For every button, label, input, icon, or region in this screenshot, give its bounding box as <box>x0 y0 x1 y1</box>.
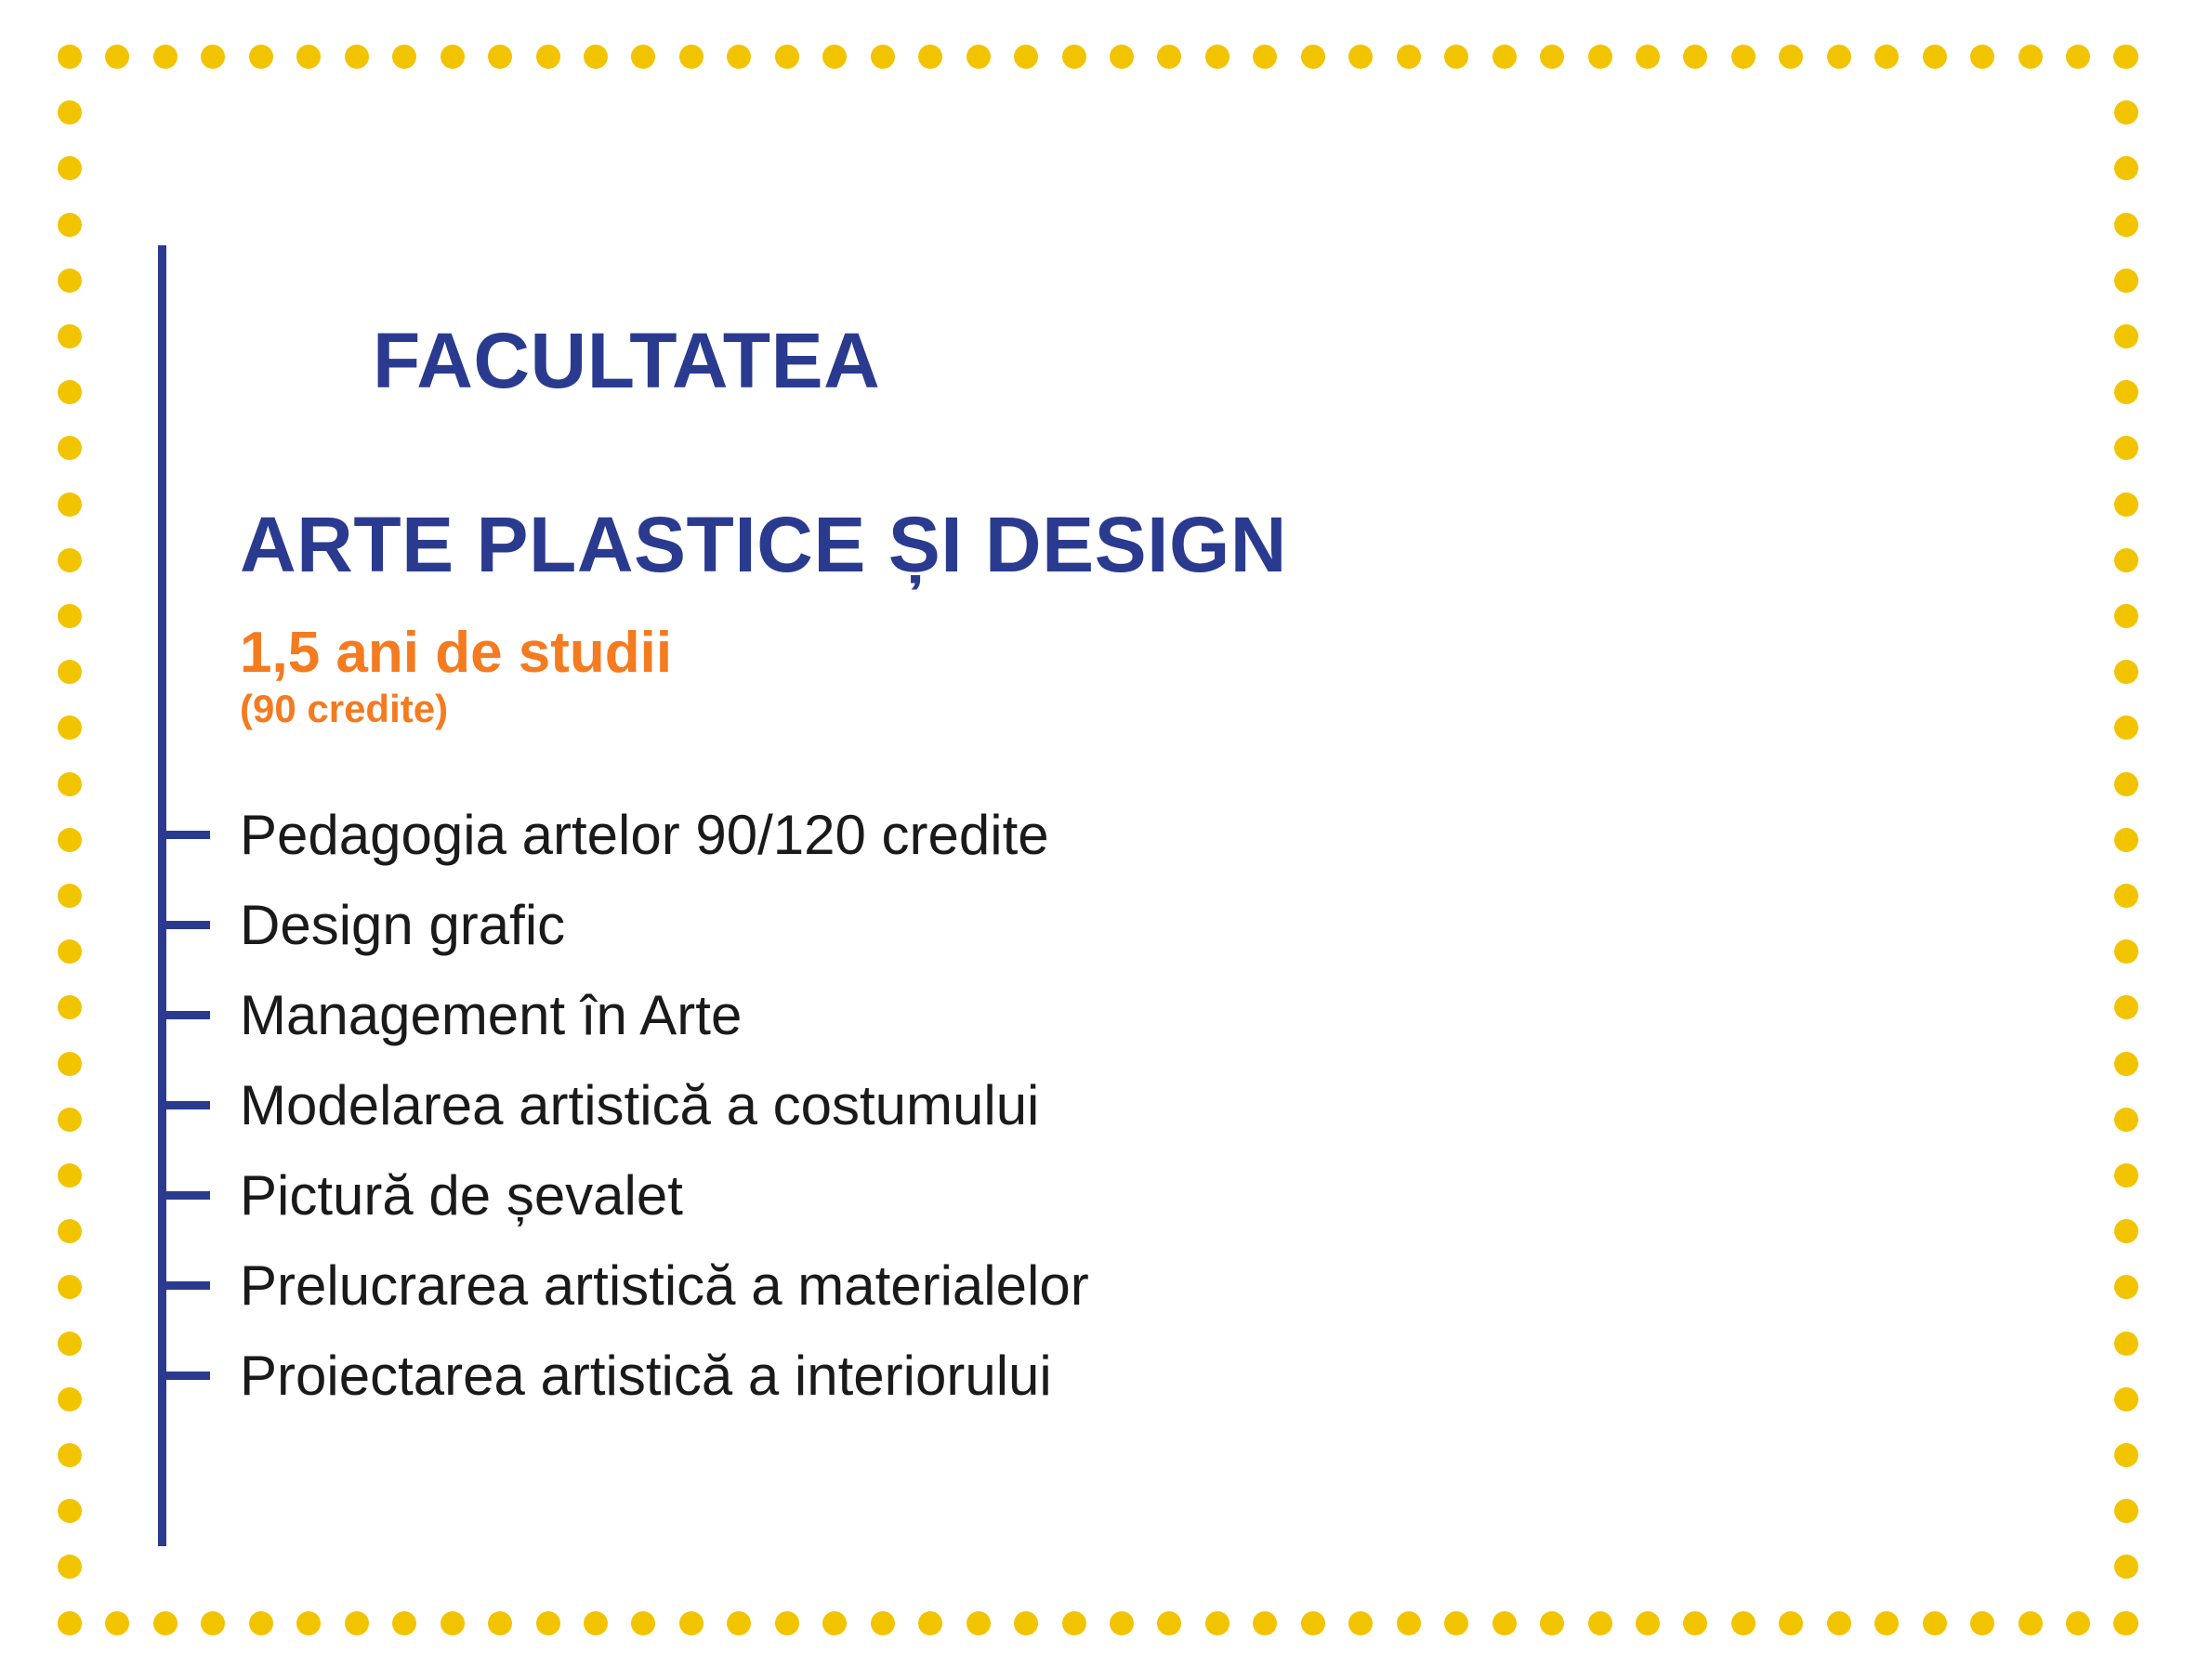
border-dot <box>1683 1611 1707 1635</box>
border-dot <box>822 1611 847 1635</box>
border-dot <box>58 380 82 404</box>
border-dot <box>58 1163 82 1188</box>
border-dot <box>631 45 655 69</box>
border-dot <box>488 45 512 69</box>
program-label: Pictură de șevalet <box>240 1163 683 1227</box>
border-dot <box>249 1611 273 1635</box>
border-dot <box>345 1611 369 1635</box>
border-dot <box>1110 45 1134 69</box>
dash-icon <box>158 921 210 929</box>
border-dot <box>1923 45 1947 69</box>
border-dot <box>1636 45 1660 69</box>
border-dot <box>1014 1611 1038 1635</box>
border-dot <box>2114 436 2138 460</box>
border-dot <box>1348 45 1373 69</box>
list-item <box>158 970 2047 1060</box>
border-dot <box>58 995 82 1019</box>
border-dot <box>58 884 82 908</box>
border-dot <box>536 45 560 69</box>
list-item <box>158 880 2047 970</box>
border-dot <box>2114 1611 2138 1635</box>
border-dot <box>1397 45 1421 69</box>
dash-icon <box>158 1191 210 1200</box>
dash-icon <box>158 1011 210 1019</box>
list-item <box>158 1060 2047 1150</box>
border-dot <box>392 1611 416 1635</box>
border-dot <box>296 1611 321 1635</box>
border-dot <box>58 828 82 852</box>
border-dot <box>1779 45 1803 69</box>
border-dot <box>201 1611 225 1635</box>
dash-icon <box>158 1372 210 1380</box>
border-dot <box>441 45 465 69</box>
border-dot <box>2114 884 2138 908</box>
slide-content <box>158 223 2047 1568</box>
border-dot <box>1970 45 1994 69</box>
border-dot <box>918 45 942 69</box>
border-dot <box>2114 213 2138 237</box>
border-dot <box>2114 324 2138 348</box>
border-dot <box>2114 1387 2138 1411</box>
border-dot <box>1205 45 1229 69</box>
dotted-border-top <box>58 45 2138 69</box>
border-dot <box>153 1611 178 1635</box>
program-label: Prelucrarea artistică a materialelor <box>240 1253 1089 1317</box>
border-dot <box>2066 1611 2090 1635</box>
border-dot <box>1731 45 1755 69</box>
border-dot <box>441 1611 465 1635</box>
border-dot <box>2114 995 2138 1019</box>
border-dot <box>1731 1611 1755 1635</box>
program-label: Pedagogia artelor 90/120 credite <box>240 803 1049 866</box>
border-dot <box>1636 1611 1660 1635</box>
border-dot <box>2114 1108 2138 1132</box>
border-dot <box>727 45 751 69</box>
border-dot <box>488 1611 512 1635</box>
faculty-title-line2: ARTE PLASTICE ȘI DESIGN <box>240 501 1287 589</box>
program-list <box>158 790 2047 1421</box>
border-dot <box>1827 1611 1851 1635</box>
border-dot <box>2114 1052 2138 1076</box>
border-dot <box>2114 1499 2138 1523</box>
border-dot <box>2114 492 2138 517</box>
dash-icon <box>158 1101 210 1109</box>
border-dot <box>2018 1611 2043 1635</box>
border-dot <box>1588 1611 1612 1635</box>
border-dot <box>58 660 82 684</box>
border-dot <box>58 1108 82 1132</box>
border-dot <box>2114 156 2138 180</box>
border-dot <box>58 1052 82 1076</box>
border-dot <box>58 1219 82 1243</box>
border-dot <box>1874 45 1899 69</box>
border-dot <box>2114 1332 2138 1356</box>
border-dot <box>58 156 82 180</box>
border-dot <box>2114 715 2138 740</box>
border-dot <box>1540 45 1564 69</box>
border-dot <box>2114 380 2138 404</box>
border-dot <box>153 45 178 69</box>
list-item <box>158 1331 2047 1421</box>
border-dot <box>1492 45 1517 69</box>
border-dot <box>775 45 799 69</box>
study-credits: (90 credite) <box>240 687 449 730</box>
border-dot <box>871 1611 895 1635</box>
border-dot <box>2114 1163 2138 1188</box>
border-dot <box>58 492 82 517</box>
dotted-border-left <box>58 45 82 1635</box>
border-dot <box>1110 1611 1134 1635</box>
border-dot <box>2114 1275 2138 1299</box>
border-dot <box>58 1332 82 1356</box>
dotted-border-bottom <box>58 1611 2138 1635</box>
program-label: Proiectarea artistică a interiorului <box>240 1344 1052 1407</box>
dash-icon <box>158 831 210 839</box>
border-dot <box>392 45 416 69</box>
border-dot <box>201 45 225 69</box>
border-dot <box>1444 1611 1468 1635</box>
border-dot <box>2114 772 2138 796</box>
border-dot <box>105 1611 129 1635</box>
border-dot <box>58 269 82 293</box>
border-dot <box>2114 1443 2138 1467</box>
border-dot <box>2114 548 2138 572</box>
border-dot <box>1062 1611 1086 1635</box>
border-dot <box>58 1387 82 1411</box>
list-item <box>158 1240 2047 1331</box>
border-dot <box>105 45 129 69</box>
border-dot <box>58 939 82 964</box>
list-item <box>158 790 2047 880</box>
border-dot <box>2114 45 2138 69</box>
border-dot <box>1157 45 1181 69</box>
border-dot <box>871 45 895 69</box>
border-dot <box>58 715 82 740</box>
border-dot <box>58 548 82 572</box>
dash-icon <box>158 1281 210 1290</box>
border-dot <box>58 45 82 69</box>
border-dot <box>1827 45 1851 69</box>
border-dot <box>2114 604 2138 628</box>
program-label: Modelarea artistică a costumului <box>240 1073 1040 1136</box>
faculty-title-line1: FACULTATEA <box>373 317 881 405</box>
border-dot <box>967 1611 991 1635</box>
border-dot <box>679 1611 704 1635</box>
dotted-border-right <box>2114 45 2138 1635</box>
border-dot <box>1444 45 1468 69</box>
list-item <box>158 1150 2047 1240</box>
border-dot <box>296 45 321 69</box>
border-dot <box>1970 1611 1994 1635</box>
border-dot <box>2114 1555 2138 1579</box>
border-dot <box>631 1611 655 1635</box>
border-dot <box>58 436 82 460</box>
border-dot <box>1397 1611 1421 1635</box>
border-dot <box>918 1611 942 1635</box>
border-dot <box>2114 269 2138 293</box>
border-dot <box>58 772 82 796</box>
border-dot <box>2114 100 2138 125</box>
border-dot <box>58 1499 82 1523</box>
border-dot <box>536 1611 560 1635</box>
border-dot <box>345 45 369 69</box>
border-dot <box>58 100 82 125</box>
study-duration: 1,5 ani de studii <box>240 621 673 685</box>
border-dot <box>1014 45 1038 69</box>
border-dot <box>1540 1611 1564 1635</box>
border-dot <box>1492 1611 1517 1635</box>
program-label: Management în Arte <box>240 983 743 1046</box>
border-dot <box>58 213 82 237</box>
border-dot <box>58 1611 82 1635</box>
border-dot <box>58 1275 82 1299</box>
border-dot <box>775 1611 799 1635</box>
border-dot <box>2114 1219 2138 1243</box>
border-dot <box>967 45 991 69</box>
border-dot <box>2114 660 2138 684</box>
border-dot <box>1253 1611 1277 1635</box>
border-dot <box>58 1555 82 1579</box>
border-dot <box>584 1611 608 1635</box>
border-dot <box>1301 1611 1325 1635</box>
border-dot <box>1588 45 1612 69</box>
border-dot <box>1874 1611 1899 1635</box>
border-dot <box>1301 45 1325 69</box>
border-dot <box>58 324 82 348</box>
border-dot <box>727 1611 751 1635</box>
border-dot <box>1348 1611 1373 1635</box>
border-dot <box>58 1443 82 1467</box>
border-dot <box>58 604 82 628</box>
border-dot <box>1253 45 1277 69</box>
border-dot <box>1062 45 1086 69</box>
border-dot <box>1205 1611 1229 1635</box>
border-dot <box>1779 1611 1803 1635</box>
border-dot <box>1157 1611 1181 1635</box>
border-dot <box>1923 1611 1947 1635</box>
border-dot <box>2066 45 2090 69</box>
program-label: Design grafic <box>240 893 566 956</box>
border-dot <box>679 45 704 69</box>
border-dot <box>584 45 608 69</box>
border-dot <box>249 45 273 69</box>
border-dot <box>822 45 847 69</box>
border-dot <box>2114 828 2138 852</box>
border-dot <box>2018 45 2043 69</box>
border-dot <box>2114 939 2138 964</box>
border-dot <box>1683 45 1707 69</box>
